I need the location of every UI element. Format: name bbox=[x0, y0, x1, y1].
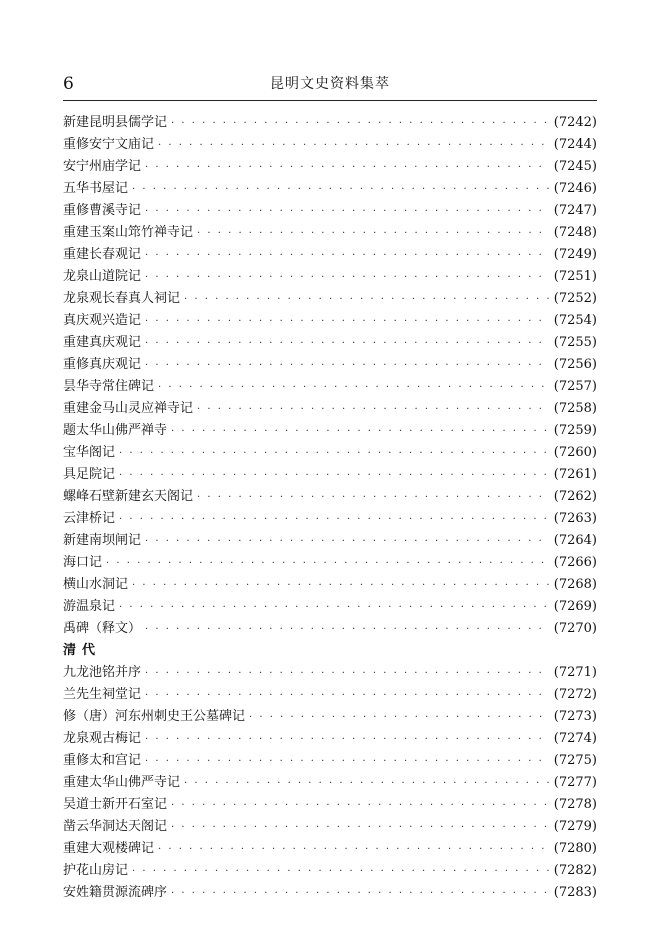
toc-entry-page: (7252) bbox=[553, 291, 597, 306]
toc-entry bbox=[63, 816, 597, 838]
toc-entry-page: (7247) bbox=[553, 203, 597, 218]
dot-leader bbox=[106, 553, 550, 575]
toc-entry-title: 五华书屋记 bbox=[63, 181, 129, 196]
toc-entry bbox=[63, 112, 597, 134]
toc-entry bbox=[63, 354, 597, 376]
toc-entry-page: (7259) bbox=[553, 423, 597, 438]
toc-entry bbox=[63, 684, 597, 706]
toc-entry bbox=[63, 662, 597, 684]
toc-entry-page: (7274) bbox=[553, 731, 597, 746]
dot-leader bbox=[158, 377, 550, 399]
toc-entry-title: 昙华寺常住碑记 bbox=[63, 379, 155, 394]
toc-entry-page: (7255) bbox=[553, 335, 597, 350]
toc-entry-title: 重建金马山灵应禅寺记 bbox=[63, 401, 194, 416]
toc-entry-title: 护花山房记 bbox=[63, 863, 129, 878]
toc-entry-title: 安宁州庙学记 bbox=[63, 159, 142, 174]
toc-entry-page: (7249) bbox=[553, 247, 597, 262]
toc-entry-title: 重建大观楼碑记 bbox=[63, 841, 155, 856]
dot-leader bbox=[132, 861, 550, 883]
toc-entry bbox=[63, 508, 597, 530]
dot-leader bbox=[132, 179, 550, 201]
toc-entry bbox=[63, 178, 597, 200]
toc-entry bbox=[63, 596, 597, 618]
toc-entry bbox=[63, 574, 597, 596]
dot-leader bbox=[197, 223, 550, 245]
toc-entry-page: (7279) bbox=[553, 819, 597, 834]
toc-entry-page: (7244) bbox=[553, 137, 597, 152]
toc-entry-title: 螺峰石壁新建玄天阁记 bbox=[63, 489, 194, 504]
dot-leader bbox=[145, 157, 550, 179]
toc-entry-page: (7270) bbox=[553, 621, 597, 636]
dot-leader bbox=[119, 509, 550, 531]
toc-entry bbox=[63, 442, 597, 464]
toc-entry bbox=[63, 464, 597, 486]
toc-entry-title: 龙泉观古梅记 bbox=[63, 731, 142, 746]
running-title: 昆明文史资料集萃 bbox=[270, 76, 390, 92]
toc-entry-title: 禹碑（释文） bbox=[63, 621, 142, 636]
toc-entry-title: 修（唐）河东州刺史王公墓碑记 bbox=[63, 709, 246, 724]
toc-entry bbox=[63, 332, 597, 354]
toc-entry-page: (7245) bbox=[553, 159, 597, 174]
toc-entry bbox=[63, 530, 597, 552]
toc-entry-page: (7261) bbox=[553, 467, 597, 482]
toc-entry-page: (7278) bbox=[553, 797, 597, 812]
dot-leader bbox=[145, 201, 550, 223]
dot-leader bbox=[145, 311, 550, 333]
header-divider bbox=[63, 100, 597, 101]
toc-entry-page: (7273) bbox=[553, 709, 597, 724]
toc-entry-page: (7251) bbox=[553, 269, 597, 284]
toc-entry bbox=[63, 772, 597, 794]
dot-leader bbox=[171, 817, 550, 839]
toc-entry bbox=[63, 222, 597, 244]
toc-entry-title: 海口记 bbox=[63, 555, 103, 570]
toc-entry-title: 吴道士新开石室记 bbox=[63, 797, 168, 812]
dot-leader bbox=[145, 333, 550, 355]
toc-entry bbox=[63, 420, 597, 442]
toc-entry bbox=[63, 200, 597, 222]
toc-entry bbox=[63, 860, 597, 882]
toc-entry bbox=[63, 750, 597, 772]
dot-leader bbox=[197, 487, 550, 509]
toc-entry-page: (7282) bbox=[553, 863, 597, 878]
toc-entry-title: 龙泉山道院记 bbox=[63, 269, 142, 284]
toc-entry bbox=[63, 618, 597, 640]
dot-leader bbox=[171, 113, 550, 135]
toc-entry-title: 题太华山佛严禅寺 bbox=[63, 423, 168, 438]
dot-leader bbox=[145, 355, 550, 377]
toc-entry bbox=[63, 838, 597, 860]
toc-entry-title: 真庆观兴造记 bbox=[63, 313, 142, 328]
toc-entry-page: (7268) bbox=[553, 577, 597, 592]
toc-entry-page: (7257) bbox=[553, 379, 597, 394]
dot-leader bbox=[171, 883, 550, 905]
dot-leader bbox=[145, 685, 550, 707]
toc-entry bbox=[63, 266, 597, 288]
dot-leader bbox=[158, 135, 550, 157]
toc-entry-page: (7258) bbox=[553, 401, 597, 416]
toc-entry bbox=[63, 794, 597, 816]
dot-leader bbox=[145, 751, 550, 773]
toc-entry-title: 游温泉记 bbox=[63, 599, 116, 614]
toc-entry-title: 龙泉观长春真人祠记 bbox=[63, 291, 181, 306]
toc-entry-page: (7271) bbox=[553, 665, 597, 680]
toc-entry-page: (7248) bbox=[553, 225, 597, 240]
toc-entry-title: 重修曹溪寺记 bbox=[63, 203, 142, 218]
dot-leader bbox=[171, 421, 550, 443]
toc-entry bbox=[63, 706, 597, 728]
toc-entry bbox=[63, 398, 597, 420]
dot-leader bbox=[145, 663, 550, 685]
toc-entry bbox=[63, 134, 597, 156]
toc-entry-page: (7256) bbox=[553, 357, 597, 372]
dot-leader bbox=[171, 795, 550, 817]
dot-leader bbox=[145, 619, 550, 641]
toc-entry-title: 云津桥记 bbox=[63, 511, 116, 526]
toc-entry-page: (7272) bbox=[553, 687, 597, 702]
toc-entry bbox=[63, 552, 597, 574]
toc-entry-page: (7246) bbox=[553, 181, 597, 196]
toc-entry bbox=[63, 376, 597, 398]
toc-entry bbox=[63, 728, 597, 750]
toc-entry bbox=[63, 486, 597, 508]
toc-entry-title: 宝华阁记 bbox=[63, 445, 116, 460]
toc-entry-title: 重修太和宫记 bbox=[63, 753, 142, 768]
table-of-contents bbox=[63, 112, 597, 904]
toc-entry-page: (7242) bbox=[553, 115, 597, 130]
toc-entry bbox=[63, 882, 597, 904]
dot-leader bbox=[249, 707, 550, 729]
toc-entry-title: 重建长春观记 bbox=[63, 247, 142, 262]
toc-entry-title: 重修安宁文庙记 bbox=[63, 137, 155, 152]
toc-entry bbox=[63, 244, 597, 266]
toc-entry-title: 新建南坝闸记 bbox=[63, 533, 142, 548]
dot-leader bbox=[119, 443, 550, 465]
toc-entry bbox=[63, 288, 597, 310]
toc-entry-title: 凿云华洞达天阁记 bbox=[63, 819, 168, 834]
dot-leader bbox=[145, 245, 550, 267]
dot-leader bbox=[145, 267, 550, 289]
page-header bbox=[63, 72, 597, 98]
dot-leader bbox=[197, 399, 550, 421]
toc-entry-title: 重建真庆观记 bbox=[63, 335, 142, 350]
dot-leader bbox=[184, 289, 550, 311]
toc-entry-page: (7275) bbox=[553, 753, 597, 768]
toc-entry-page: (7264) bbox=[553, 533, 597, 548]
toc-entry-title: 兰先生祠堂记 bbox=[63, 687, 142, 702]
toc-entry-title: 九龙池铭并序 bbox=[63, 665, 142, 680]
toc-entry-page: (7277) bbox=[553, 775, 597, 790]
toc-entry-page: (7263) bbox=[553, 511, 597, 526]
toc-entry-page: (7269) bbox=[553, 599, 597, 614]
toc-entry-page: (7283) bbox=[553, 885, 597, 900]
dot-leader bbox=[145, 531, 550, 553]
toc-entry-title: 横山水洞记 bbox=[63, 577, 129, 592]
toc-entry-title: 新建昆明县儒学记 bbox=[63, 115, 168, 130]
toc-entry-page: (7280) bbox=[553, 841, 597, 856]
toc-entry-page: (7260) bbox=[553, 445, 597, 460]
toc-entry bbox=[63, 156, 597, 178]
dot-leader bbox=[158, 839, 550, 861]
toc-entry-page: (7266) bbox=[553, 555, 597, 570]
toc-entry-title: 具足院记 bbox=[63, 467, 116, 482]
section-heading: 清代 bbox=[63, 643, 102, 658]
dot-leader bbox=[132, 575, 550, 597]
toc-entry-title: 安姓籍贯源流碑序 bbox=[63, 885, 168, 900]
toc-entry-page: (7254) bbox=[553, 313, 597, 328]
toc-entry-title: 重建太华山佛严寺记 bbox=[63, 775, 181, 790]
dot-leader bbox=[145, 729, 550, 751]
toc-entry bbox=[63, 310, 597, 332]
dot-leader bbox=[119, 597, 550, 619]
dot-leader bbox=[184, 773, 550, 795]
dot-leader bbox=[119, 465, 550, 487]
toc-entry-title: 重修真庆观记 bbox=[63, 357, 142, 372]
toc-entry-page: (7262) bbox=[553, 489, 597, 504]
toc-entry-title: 重建玉案山筇竹禅寺记 bbox=[63, 225, 194, 240]
page-number: 6 bbox=[63, 74, 74, 94]
